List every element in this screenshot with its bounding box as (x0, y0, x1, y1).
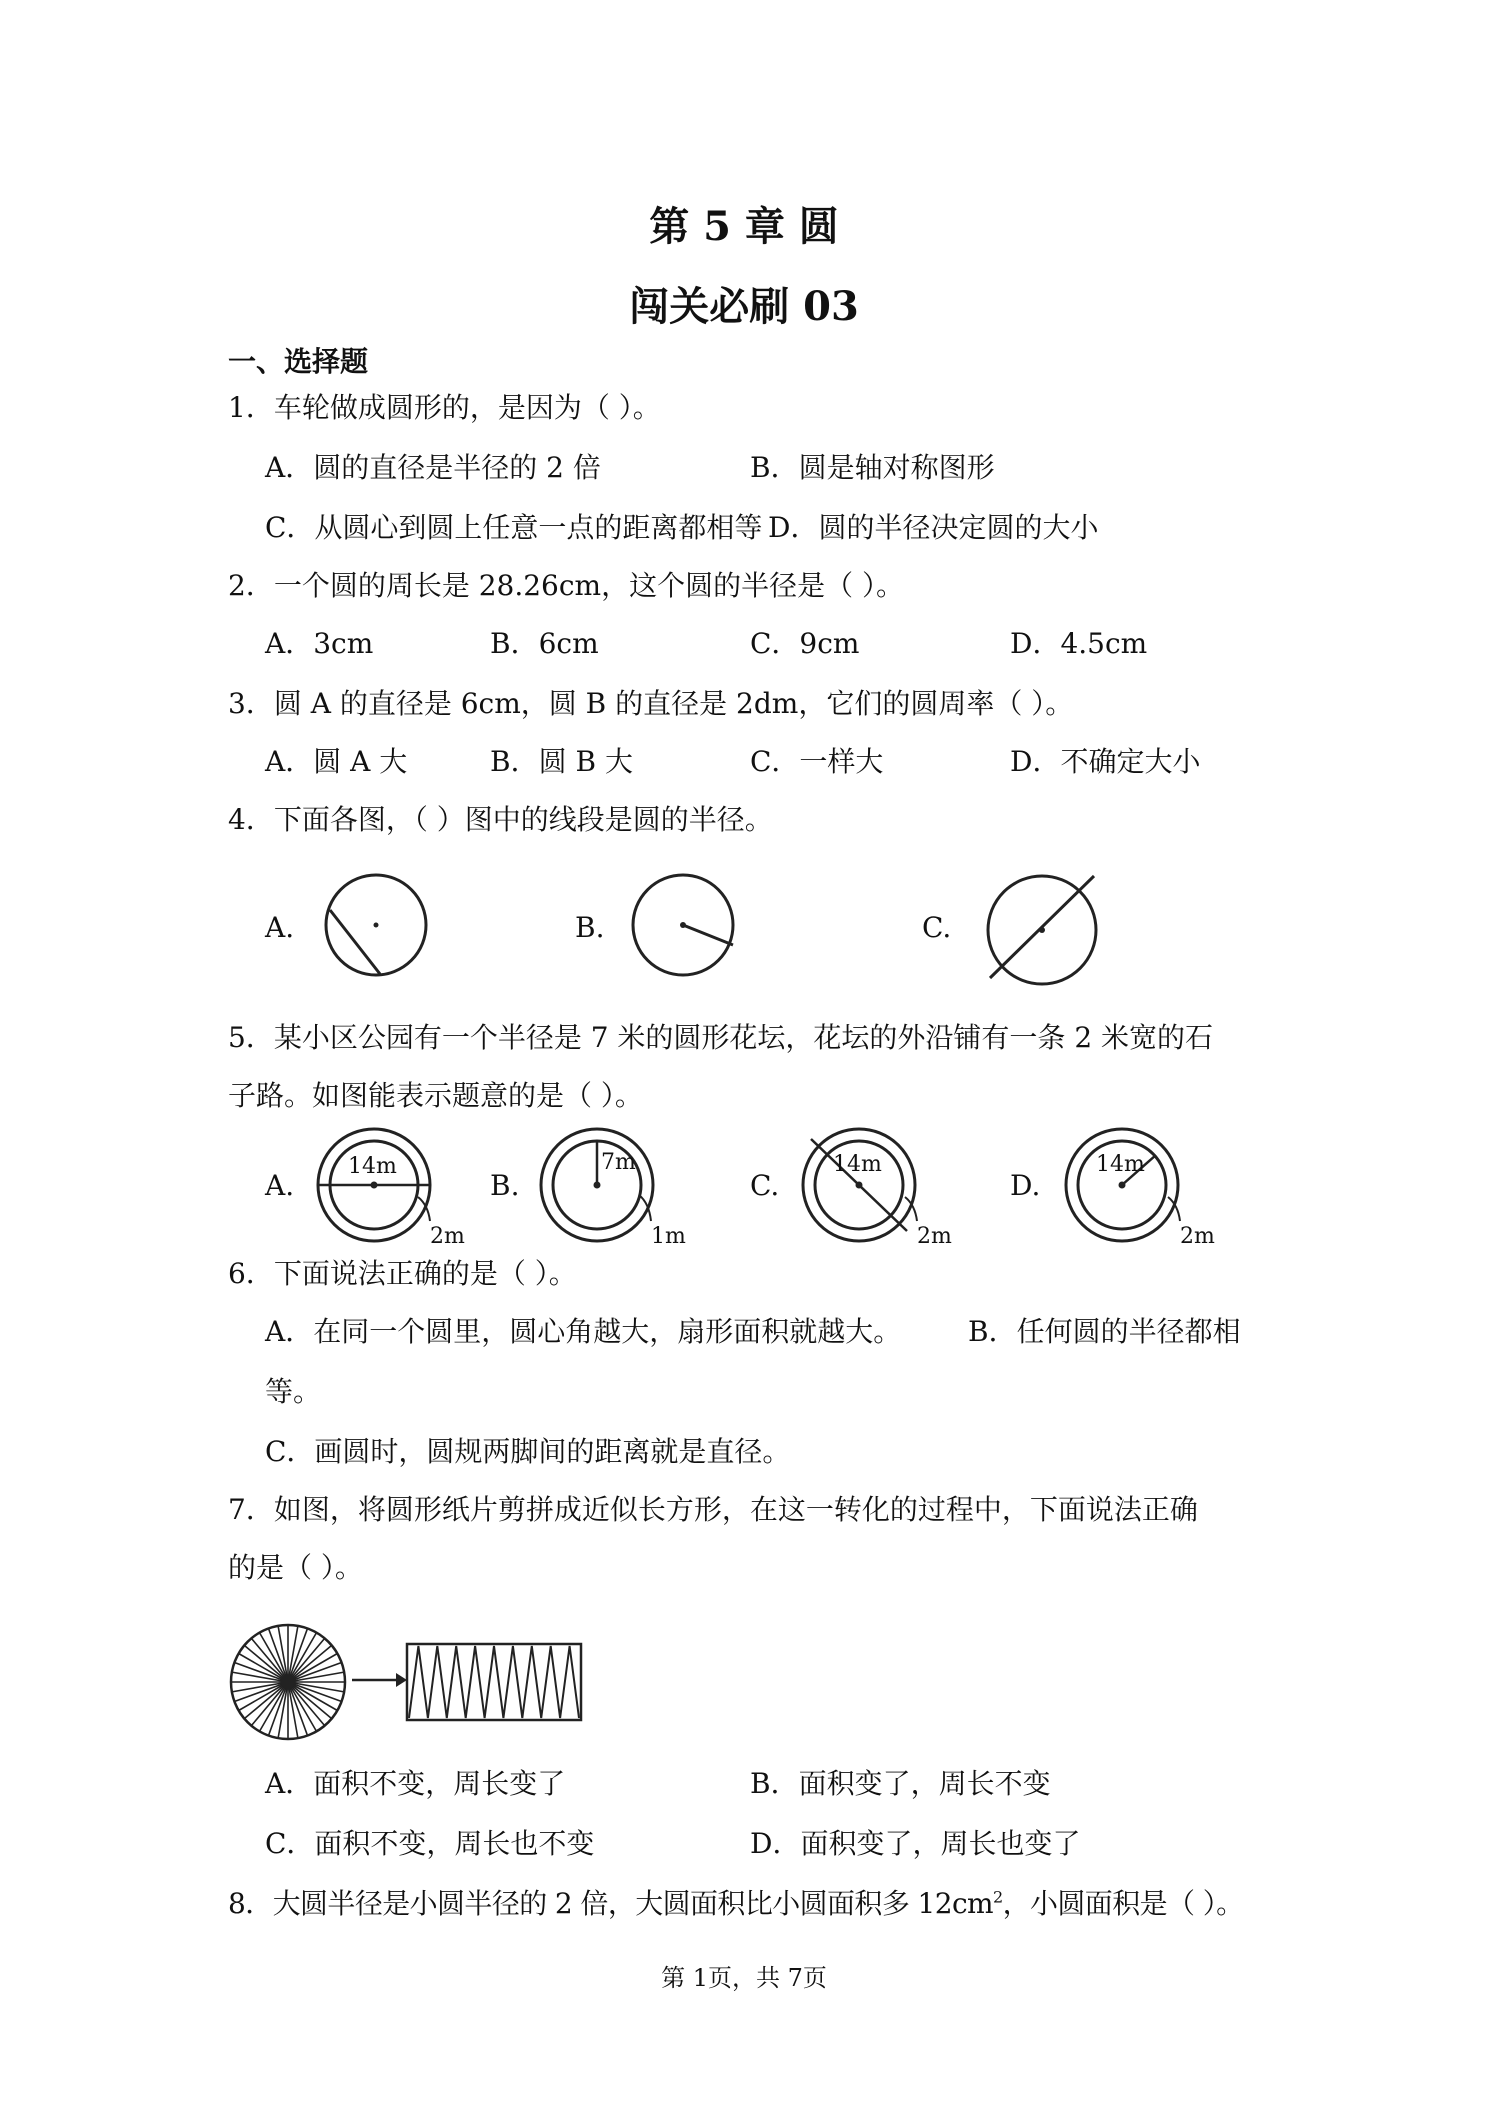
q5-label-d: D. (1010, 1169, 1041, 1202)
q3-option-b: B．圆 B 大 (490, 745, 633, 778)
q6-option-a: A．在同一个圆里，圆心角越大，扇形面积就越大。 (265, 1315, 902, 1348)
q4-figure-a (310, 870, 440, 980)
q5-a-outer-label: 2m (430, 1224, 465, 1249)
q8-stem-post: ，小圆面积是（ ）。 (1002, 1887, 1244, 1920)
q8-stem-sup: 2 (993, 1887, 1003, 1907)
q6-option-b-cont: 等。 (265, 1375, 322, 1408)
q1-option-c: C．从圆心到圆上任意一点的距离都相等 (265, 511, 763, 544)
q5-figure-c (795, 1125, 970, 1255)
q7-stem-line1: 7．如图，将圆形纸片剪拼成近似长方形，在这一转化的过程中，下面说法正确 (228, 1493, 1198, 1526)
q7-stem-line2: 的是（ ）。 (228, 1551, 363, 1584)
q7-option-b: B．面积变了，周长不变 (750, 1767, 1051, 1800)
q6-option-c: C．画圆时，圆规两脚间的距离就是直径。 (265, 1435, 791, 1468)
q5-label-c: C. (750, 1169, 780, 1202)
q1-option-a: A．圆的直径是半径的 2 倍 (265, 451, 601, 484)
q4-label-c: C. (922, 911, 952, 944)
q7-circle-sectors-figure (228, 1620, 358, 1750)
q5-label-a: A. (265, 1169, 295, 1202)
q8-stem-pre: 8．大圆半径是小圆半径的 2 倍，大圆面积比小圆面积多 12cm (228, 1887, 993, 1920)
q7-option-c: C．面积不变，周长也不变 (265, 1827, 595, 1860)
page-title: 第 5 章 圆 (649, 203, 839, 250)
q8-stem (228, 1886, 1244, 1922)
q3-option-d: D．不确定大小 (1010, 745, 1201, 778)
q5-b-inner-label: 7m (601, 1150, 636, 1175)
q5-c-outer-label: 2m (917, 1224, 952, 1249)
q5-figure-a (310, 1125, 485, 1255)
q6-stem: 6．下面说法正确的是（ ）。 (228, 1257, 577, 1290)
page-subtitle: 闯关必刷 03 (629, 283, 859, 330)
q5-stem-line1: 5．某小区公园有一个半径是 7 米的圆形花坛，花坛的外沿铺有一条 2 米宽的石 (228, 1021, 1214, 1054)
q4-label-b: B. (575, 911, 605, 944)
q7-rectangle-figure (405, 1642, 585, 1724)
q7-option-a: A．面积不变，周长变了 (265, 1767, 566, 1800)
q2-option-a: A．3cm (265, 627, 374, 660)
q1-stem: 1．车轮做成圆形的，是因为（ ）。 (228, 391, 661, 424)
q5-d-inner-label: 14m (1096, 1152, 1145, 1177)
q2-option-b: B．6cm (490, 627, 599, 660)
page-footer: 第 1页，共 7页 (661, 1964, 827, 1992)
q1-option-b: B．圆是轴对称图形 (750, 451, 995, 484)
q3-option-c: C．一样大 (750, 745, 884, 778)
q2-option-d: D．4.5cm (1010, 627, 1148, 660)
q6-option-b: B．任何圆的半径都相 (968, 1315, 1241, 1348)
q3-stem: 3．圆 A 的直径是 6cm，圆 B 的直径是 2dm，它们的圆周率（ ）。 (228, 687, 1074, 720)
section-heading: 一、选择题 (228, 345, 369, 378)
q2-stem: 2．一个圆的周长是 28.26cm，这个圆的半径是（ ）。 (228, 569, 905, 602)
q7-arrow-icon (352, 1665, 407, 1695)
q5-stem-line2: 子路。如图能表示题意的是（ ）。 (228, 1079, 643, 1112)
q5-figure-b (535, 1125, 710, 1255)
q3-option-a: A．圆 A 大 (265, 745, 408, 778)
q7-option-d: D．面积变了，周长也变了 (750, 1827, 1081, 1860)
q4-stem: 4．下面各图，（ ）图中的线段是圆的半径。 (228, 803, 773, 836)
q5-a-inner-label: 14m (348, 1154, 397, 1179)
q5-b-outer-label: 1m (651, 1224, 686, 1249)
q4-figure-c (980, 870, 1110, 990)
q4-label-a: A. (265, 911, 295, 944)
q5-figure-d (1058, 1125, 1233, 1255)
q5-c-inner-label: 14m (833, 1152, 882, 1177)
q1-option-d: D．圆的半径决定圆的大小 (768, 511, 1099, 544)
q2-option-c: C．9cm (750, 627, 860, 660)
q5-label-b: B. (490, 1169, 520, 1202)
q5-d-outer-label: 2m (1180, 1224, 1215, 1249)
q4-figure-b (625, 870, 745, 980)
